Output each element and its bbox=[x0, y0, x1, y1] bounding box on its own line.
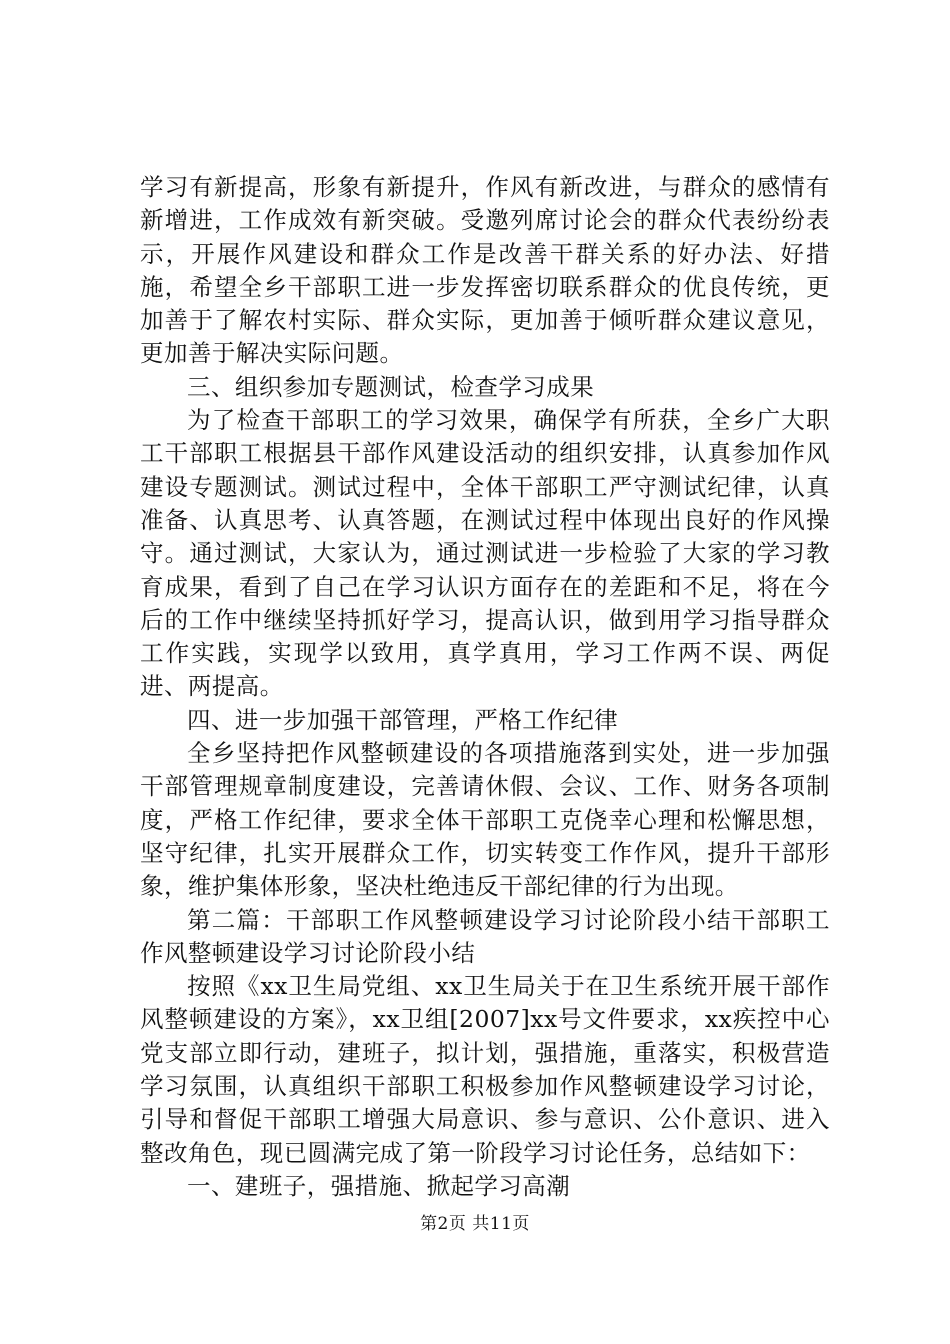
section-heading-3: 三、组织参加专题测试，检查学习成果 bbox=[187, 372, 595, 401]
paragraph-discipline: 全乡坚持把作风整顿建设的各项措施落到实处，进一步加强干部管理规章制度建设，完善请休假、会议、工作、财务各项制度，严格工作纪律，要求全体干部职工克侥幸心理和松懈思想，坚守纪律，扎实开展群众工作，切实转变工作作风，提升干部形象，维护集体形象，坚决杜绝违反干部纪律的行为出现。 bbox=[140, 739, 830, 901]
paragraph-testing: 为了检查干部职工的学习效果，确保学有所获，全乡广大职工干部职工根据县干部作风建设活动的组织安排，认真参加作风建设专题测试。测试过程中，全体干部职工严守测试纪律，认真准备、认真思考、认真答题，在测试过程中体现出良好的作风操守。通过测试，大家认为，通过测试进一步检验了大家的学习教育成果，看到了自己在学习认识方面存在的差距和不足，将在今后的工作中继续坚持抓好学习，提高认识，做到用学习指导群众工作实践，实现学以致用，真学真用，学习工作两不误、两促进、两提高。 bbox=[140, 406, 830, 701]
paragraph-continuation: 学习有新提高，形象有新提升，作风有新改进，与群众的感情有新增进，工作成效有新突破。受邀列席讨论会的群众代表纷纷表示，开展作风建设和群众工作是改善干群关系的好办法、好措施，希望全乡干部职工进一步发挥密切联系群众的优良传统，更加善于了解农村实际、群众实际，更加善于倾听群众建议意见，更加善于解决实际问题。 bbox=[140, 173, 830, 368]
page-number-footer: 第2页 共11页 bbox=[420, 1214, 530, 1234]
section-heading-1: 一、建班子，强措施、掀起学习高潮 bbox=[187, 1171, 571, 1200]
section-heading-4: 四、进一步加强干部管理，严格工作纪律 bbox=[187, 705, 619, 734]
chapter-heading-2: 第二篇：干部职工作风整顿建设学习讨论阶段小结干部职工作风整顿建设学习讨论阶段小结 bbox=[140, 905, 830, 967]
paragraph-plan: 按照《xx卫生局党组、xx卫生局关于在卫生系统开展干部作风整顿建设的方案》，xx卫组[2007]xx号文件要求，xx疾控中心党支部立即行动，建班子，拟计划，强措施，重落实，积极营造学习氛围，认真组织干部职工积极参加作风整顿建设学习讨论，引导和督促干部职工增强大局意识、参与意识、公仆意识、进入整改角色，现已圆满完成了第一阶段学习讨论任务，总结如下： bbox=[140, 972, 830, 1167]
document-body bbox=[140, 171, 830, 1203]
